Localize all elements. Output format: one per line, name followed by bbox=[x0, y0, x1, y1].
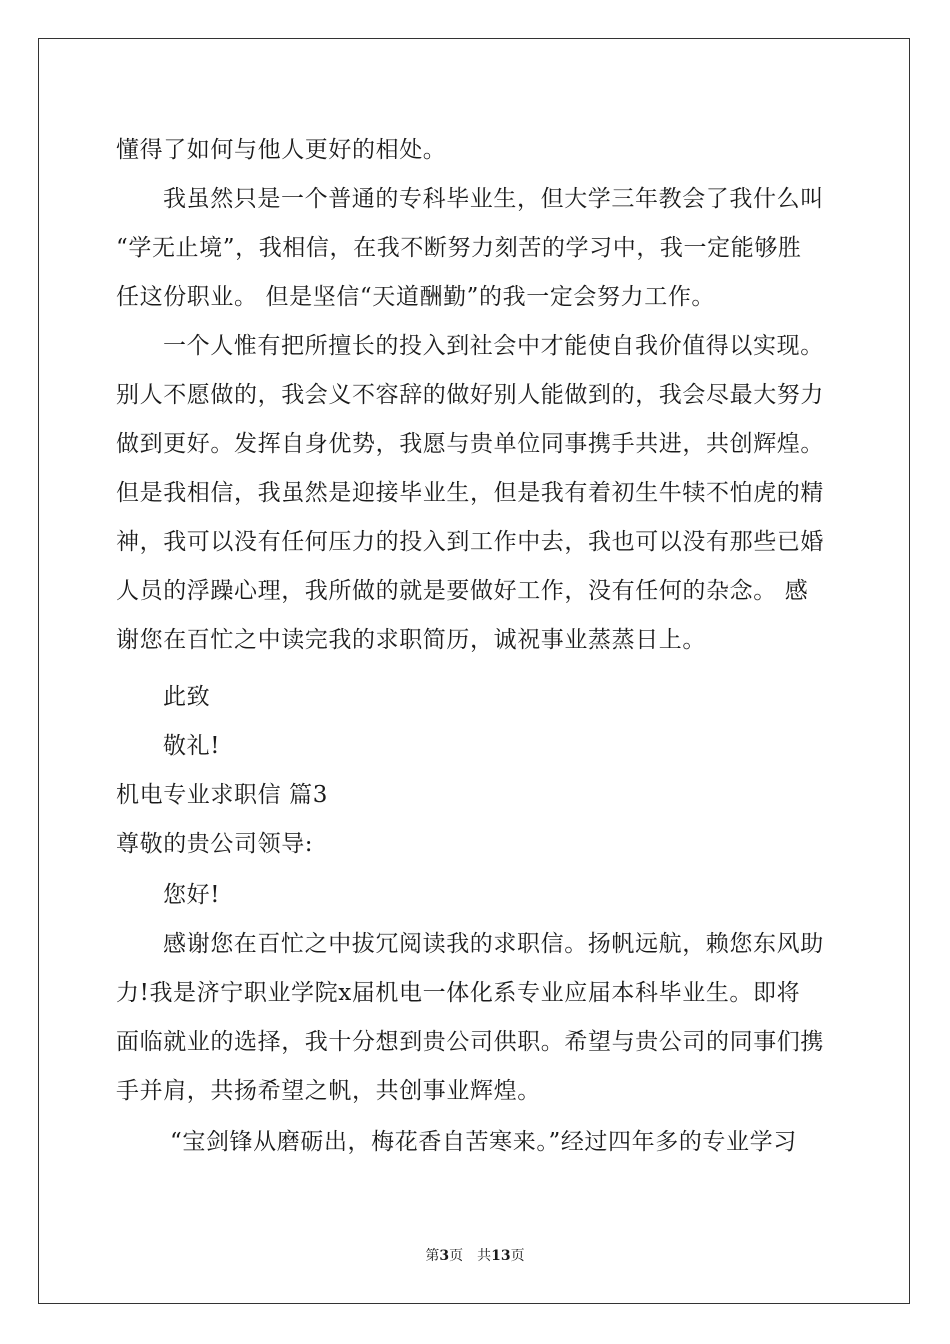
total-pages: 13 bbox=[491, 1248, 511, 1264]
text-line: 但是我相信，我虽然是迎接毕业生，但是我有着初生牛犊不怕虎的精 bbox=[116, 480, 824, 506]
text-line: 感谢您在百忙之中拔冗阅读我的求职信。扬帆远航，赖您东风助 bbox=[163, 931, 824, 957]
text-line: 神，我可以没有任何压力的投入到工作中去，我也可以没有那些已婚 bbox=[116, 529, 824, 555]
page-number: 3 bbox=[439, 1248, 450, 1264]
text-line: “宝剑锋从磨砺出，梅花香自苦寒来。”经过四年多的专业学习 bbox=[170, 1129, 797, 1155]
closing-salutation: 此致 bbox=[163, 684, 211, 710]
text-line: 一个人惟有把所擅长的投入到社会中才能使自我价值得以实现。 bbox=[163, 333, 824, 359]
text-line: 力!我是济宁职业学院x届机电一体化系专业应届本科毕业生。即将 bbox=[116, 980, 801, 1006]
text-line: “学无止境”，我相信，在我不断努力刻苦的学习中，我一定能够胜 bbox=[116, 235, 802, 261]
page-footer bbox=[0, 1246, 950, 1266]
text-line: 做到更好。发挥自身优势，我愿与贵单位同事携手共进，共创辉煌。 bbox=[116, 431, 824, 457]
text-line: 谢您在百忙之中读完我的求职简历，诚祝事业蒸蒸日上。 bbox=[116, 627, 706, 653]
text-line: 我虽然只是一个普通的专科毕业生，但大学三年教会了我什么叫 bbox=[163, 186, 824, 212]
addressee-line: 尊敬的贵公司领导: bbox=[116, 831, 314, 857]
closing-regards: 敬礼! bbox=[163, 733, 221, 759]
text-line: 手并肩，共扬希望之帆，共创事业辉煌。 bbox=[116, 1078, 541, 1104]
text-line: 面临就业的选择，我十分想到贵公司供职。希望与贵公司的同事们携 bbox=[116, 1029, 824, 1055]
greeting-line: 您好! bbox=[163, 882, 221, 908]
section-heading: 机电专业求职信 篇3 bbox=[116, 782, 328, 808]
total-label-suffix: 页 bbox=[510, 1248, 525, 1264]
text-line: 别人不愿做的，我会义不容辞的做好别人能做到的，我会尽最大努力 bbox=[116, 382, 824, 408]
text-line: 任这份职业。 但是坚信“天道酬勤”的我一定会努力工作。 bbox=[116, 284, 716, 310]
text-line: 人员的浮躁心理，我所做的就是要做好工作，没有任何的杂念。 感 bbox=[116, 578, 809, 604]
page-label-prefix: 第 bbox=[425, 1248, 440, 1264]
page-label-suffix: 页 bbox=[449, 1248, 464, 1264]
text-line: 懂得了如何与他人更好的相处。 bbox=[116, 137, 447, 163]
total-label-prefix: 共 bbox=[477, 1248, 492, 1264]
